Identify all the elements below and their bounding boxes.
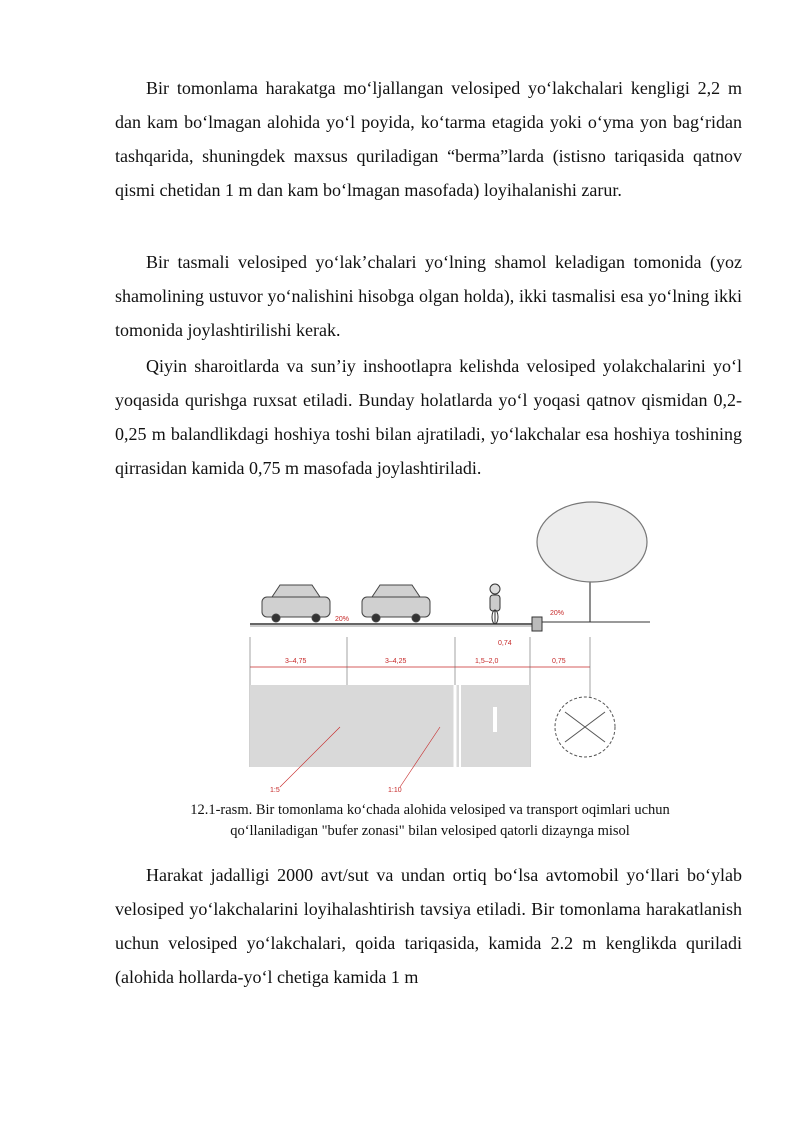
car-icon <box>262 585 330 622</box>
caption-line-1: 12.1-rasm. Bir tomonlama ko‘chada alohida velosiped va transport oqimlari uchun <box>190 802 670 818</box>
figure-caption <box>100 800 760 842</box>
road-cross-section-figure <box>240 497 660 797</box>
paragraph-2-text: Bir tasmali velosiped yo‘lak’chalari yo‘lning shamol keladigan tomonida (yoz shamolining ustuvor yo‘nalishini hisobga olgan holda), ikki tasmalisi esa yo‘lning ikki tomonida joylashtirilishi kerak. <box>115 252 742 340</box>
width-label-1: 3–4,75 <box>285 658 307 665</box>
scale-left-label: 1:5 <box>270 787 280 794</box>
tree-icon <box>537 502 647 622</box>
scale-right-label: 1:10 <box>388 787 402 794</box>
bush-icon <box>555 697 615 757</box>
paragraph-3-text: Qiyin sharoitlarda va sun’iy inshootlapra kelishda velosiped yolakchalarini yo‘l yoqasida qurishga ruxsat etiladi. Bunday holatlarda yo‘l yoqasi qatnov qismidan 0,2-0,25 m balandlikdagi hoshiya toshi bilan ajratiladi, yo‘lakchalar esa hoshiya toshining qirrasidan kamida 0,75 m masofada joylashtiriladi. <box>115 356 742 478</box>
paragraph-2 <box>115 245 742 347</box>
slope-right-label: 20% <box>550 610 565 617</box>
paragraph-1-text: Bir tomonlama harakatga mo‘ljallangan velosiped yo‘lakchalari kengligi 2,2 m dan kam bo‘lmagan alohida yo‘l poyida, ko‘tarma etagida yoki o‘yma yon bag‘ridan tashqarida, shuningdek maxsus quriladigan “berma”larda (istisno tariqasida qatnov qismi chetidan 1 m dan kam bo‘lmagan masofada) loyihalanishi zarur. <box>115 78 742 200</box>
slope-left-label: 20% <box>335 616 350 623</box>
paragraph-4-text: Harakat jadalligi 2000 avt/sut va undan ortiq bo‘lsa avtomobil yo‘llari bo‘ylab velosiped yo‘lakchalarini loyihalashtirish tavsiya etiladi. Bir tomonlama harakatlanish uchun velosiped yo‘lakchalari, qoida tariqasida, kamida 2.2 m kenglikda quriladi (alohida hollarda-yo‘l chetiga kamida 1 m <box>115 865 742 987</box>
paragraph-3 <box>115 349 742 485</box>
width-label-4: 0,75 <box>552 658 566 665</box>
gap-label: 0,74 <box>498 640 512 647</box>
cyclist-icon <box>490 584 500 624</box>
paragraph-1 <box>115 71 742 207</box>
car-icon <box>362 585 430 622</box>
width-label-2: 3–4,25 <box>385 658 407 665</box>
width-label-3: 1,5–2,0 <box>475 658 499 665</box>
paragraph-4 <box>115 858 742 994</box>
caption-line-2: qo‘llaniladigan "bufer zonasi" bilan velosiped qatorli dizaynga misol <box>230 823 630 839</box>
